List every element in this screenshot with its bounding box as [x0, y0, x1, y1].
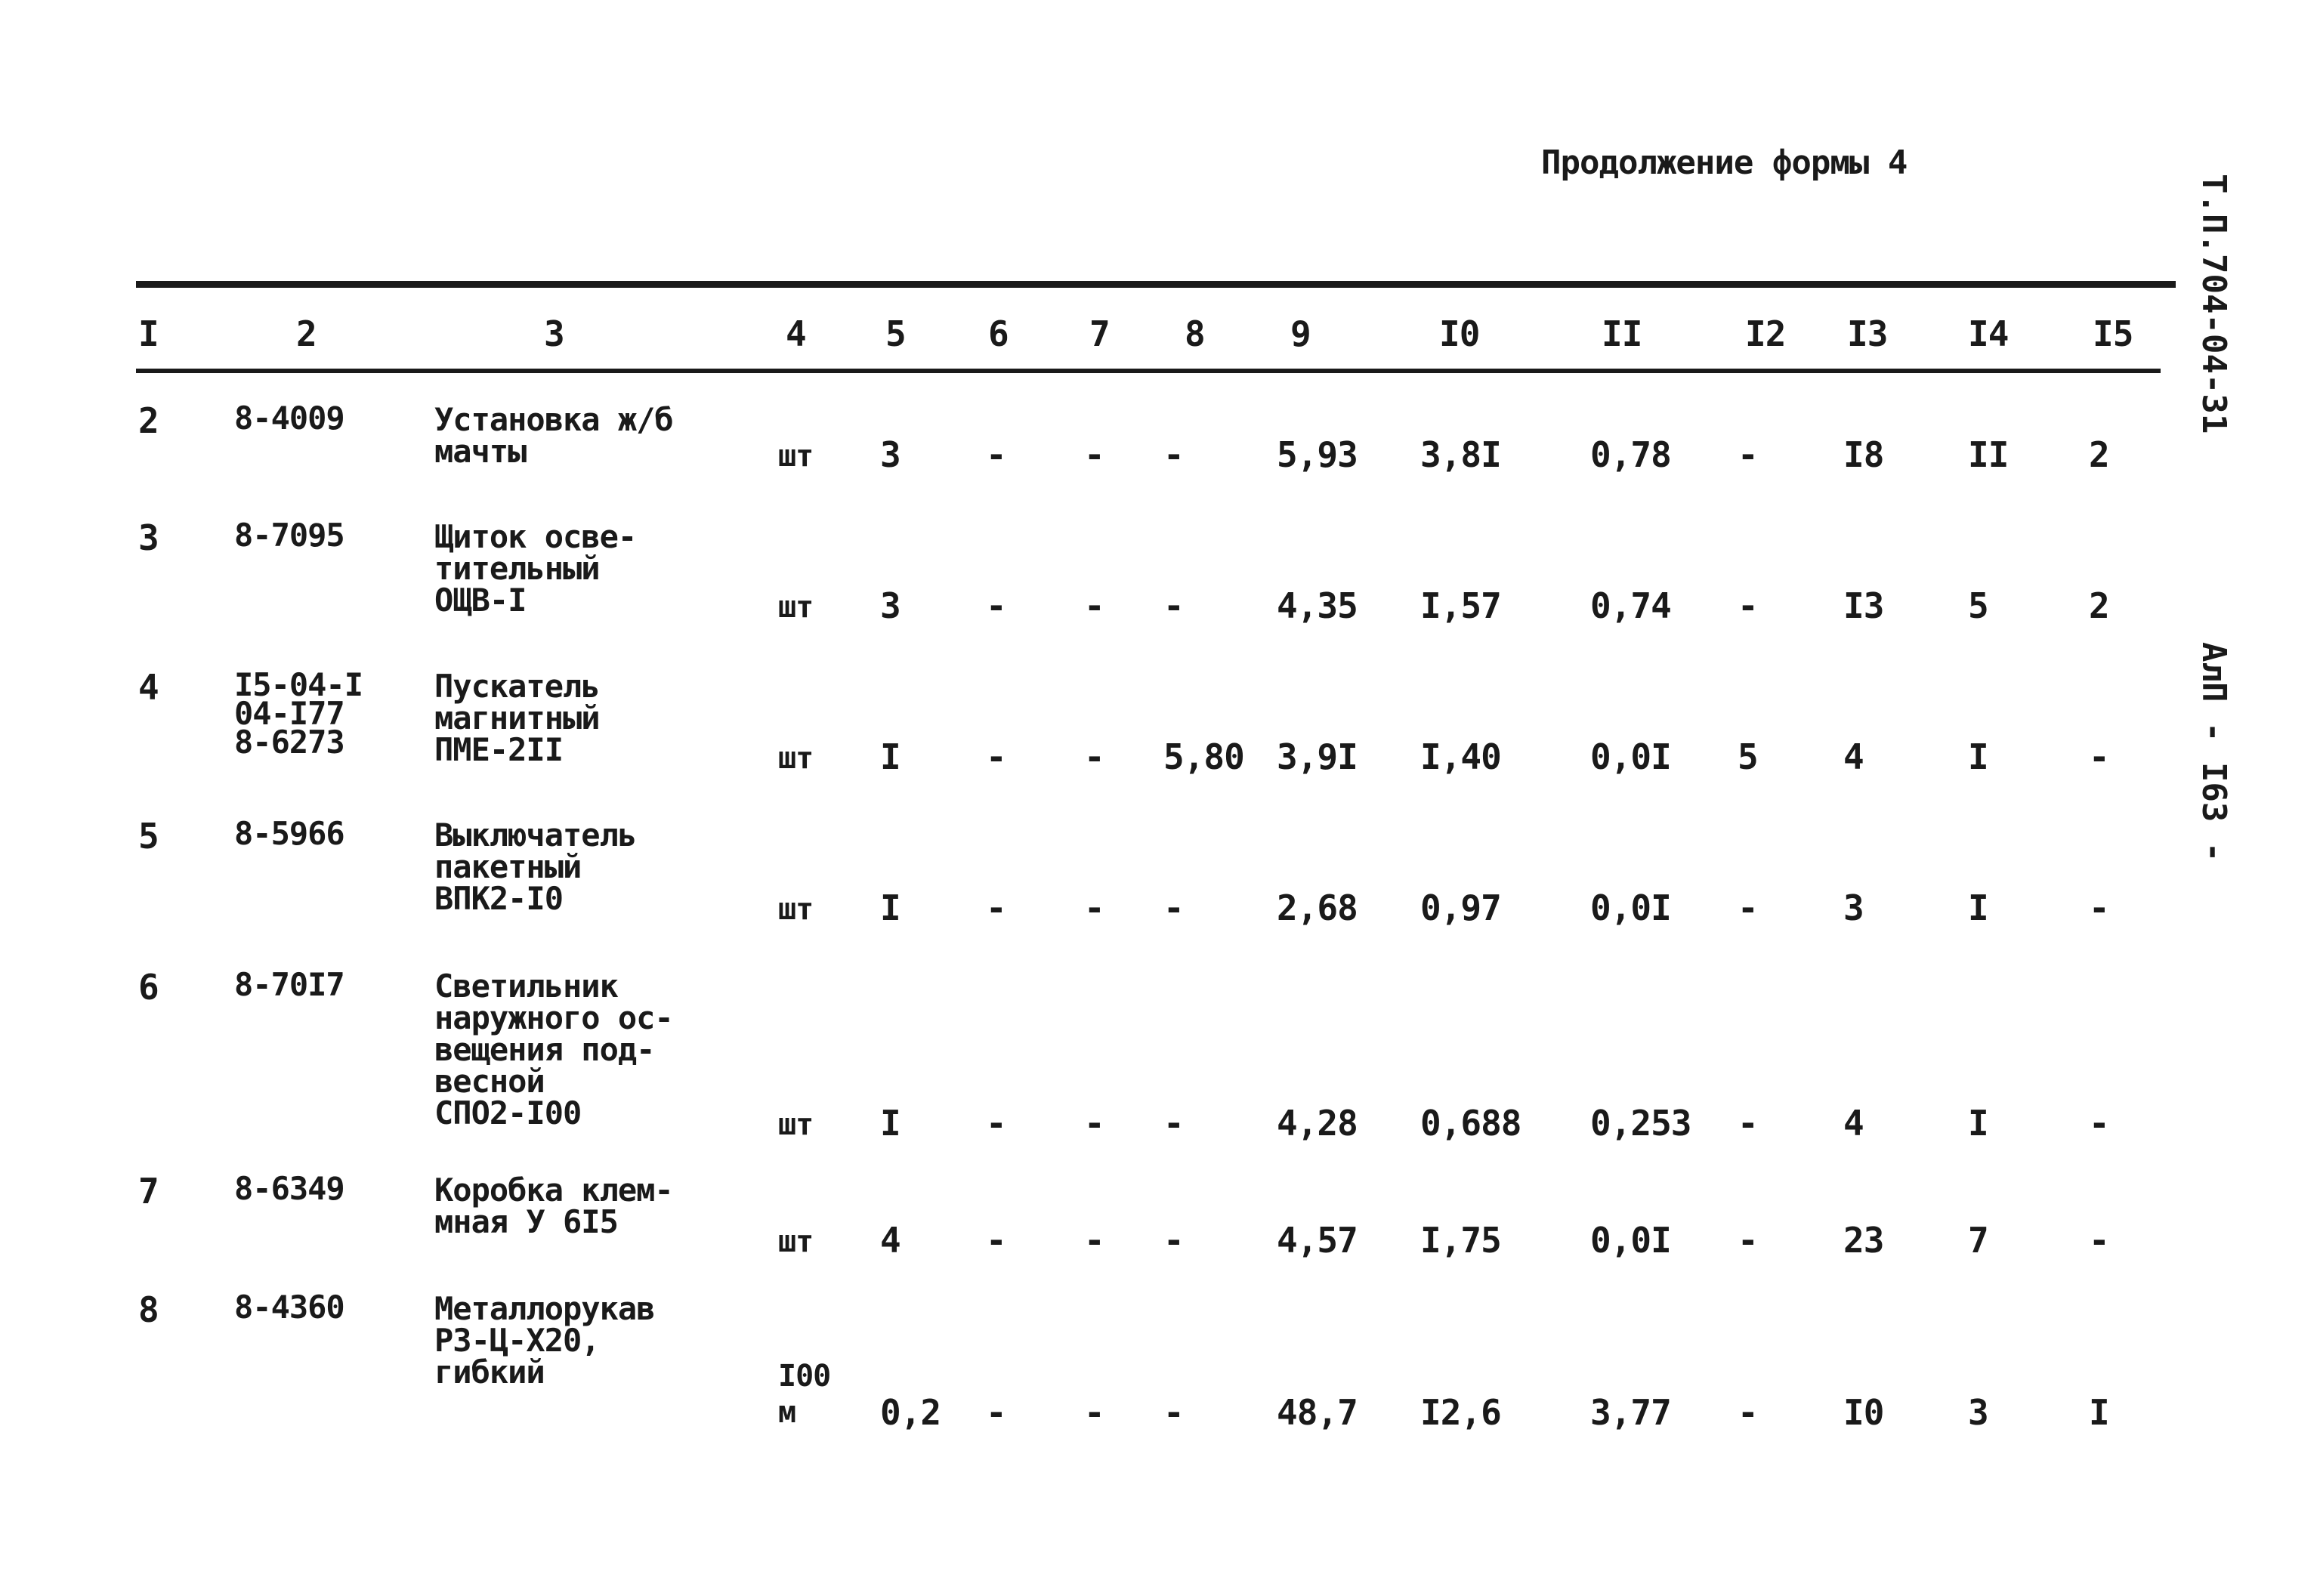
- row-name: Щиток осве- тительный ОЩВ-I: [434, 518, 637, 619]
- row-value-c15: -: [2089, 1103, 2109, 1144]
- column-header: I3: [1847, 313, 1888, 354]
- row-value-c5: I: [880, 736, 901, 777]
- row-value-c8: 5,80: [1163, 736, 1244, 777]
- row-number: 4: [138, 667, 159, 708]
- row-value-c7: -: [1084, 888, 1104, 928]
- row-value-c11: 0,0I: [1590, 888, 1671, 928]
- row-value-c15: I: [2089, 1392, 2109, 1433]
- table-top-rule: [136, 281, 2176, 288]
- row-value-c7: -: [1084, 434, 1104, 475]
- row-unit: шт: [778, 439, 814, 474]
- row-value-c9: 4,57: [1277, 1220, 1358, 1261]
- row-value-c5: I: [880, 1103, 901, 1144]
- row-value-c8: -: [1163, 1392, 1184, 1433]
- row-value-c7: -: [1084, 1220, 1104, 1261]
- row-value-c13: 4: [1843, 736, 1864, 777]
- row-value-c8: -: [1163, 888, 1184, 928]
- row-value-c10: 0,688: [1420, 1103, 1521, 1144]
- row-value-c7: -: [1084, 585, 1104, 626]
- row-value-c15: -: [2089, 1220, 2109, 1261]
- row-number: 7: [138, 1171, 159, 1212]
- column-header: 5: [885, 313, 906, 354]
- row-value-c9: 48,7: [1277, 1392, 1358, 1433]
- document-code: Т.П.704-04-31: [2195, 174, 2233, 434]
- row-value-c14: II: [1968, 434, 2009, 475]
- row-unit: шт: [778, 1224, 814, 1259]
- row-value-c15: 2: [2089, 585, 2109, 626]
- row-code: 8-6349: [234, 1170, 344, 1207]
- row-code: I5-04-I 04-I77 8-6273: [234, 666, 363, 761]
- column-header: I0: [1439, 313, 1480, 354]
- row-value-c8: -: [1163, 585, 1184, 626]
- row-value-c12: -: [1738, 1392, 1758, 1433]
- row-value-c5: 3: [880, 434, 901, 475]
- row-unit: шт: [778, 892, 814, 927]
- row-value-c5: 0,2: [880, 1392, 941, 1433]
- row-value-c12: 5: [1738, 736, 1758, 777]
- sheet-number: АлП - I63 -: [2195, 642, 2233, 863]
- row-value-c9: 2,68: [1277, 888, 1358, 928]
- row-value-c10: I,75: [1420, 1220, 1501, 1261]
- row-value-c6: -: [986, 1103, 1006, 1144]
- column-header: 4: [786, 313, 806, 354]
- row-value-c13: I0: [1843, 1392, 1884, 1433]
- row-value-c6: -: [986, 736, 1006, 777]
- row-value-c15: -: [2089, 888, 2109, 928]
- row-code: 8-7095: [234, 517, 344, 554]
- row-value-c14: 5: [1968, 585, 1988, 626]
- row-value-c10: 3,8I: [1420, 434, 1501, 475]
- column-header: I: [138, 313, 159, 354]
- column-header: 7: [1089, 313, 1110, 354]
- row-value-c8: -: [1163, 1220, 1184, 1261]
- table-header-rule: [136, 369, 2161, 373]
- row-value-c11: 0,253: [1590, 1103, 1691, 1144]
- row-value-c9: 5,93: [1277, 434, 1358, 475]
- row-name: Установка ж/б мачты: [434, 401, 673, 470]
- row-value-c12: -: [1738, 434, 1758, 475]
- row-value-c7: -: [1084, 1392, 1104, 1433]
- row-number: 3: [138, 517, 159, 558]
- row-value-c11: 3,77: [1590, 1392, 1671, 1433]
- row-code: 8-5966: [234, 815, 344, 852]
- row-name: Коробка клем- мная У 6I5: [434, 1172, 673, 1240]
- row-value-c9: 4,35: [1277, 585, 1358, 626]
- row-value-c13: I3: [1843, 585, 1884, 626]
- row-value-c5: 4: [880, 1220, 901, 1261]
- row-value-c11: 0,0I: [1590, 736, 1671, 777]
- row-value-c9: 3,9I: [1277, 736, 1358, 777]
- column-header: I5: [2093, 313, 2133, 354]
- row-value-c12: -: [1738, 585, 1758, 626]
- row-value-c13: 3: [1843, 888, 1864, 928]
- row-value-c12: -: [1738, 888, 1758, 928]
- column-header: 9: [1290, 313, 1311, 354]
- row-number: 5: [138, 816, 159, 857]
- row-value-c15: 2: [2089, 434, 2109, 475]
- row-value-c11: 0,78: [1590, 434, 1671, 475]
- row-number: 8: [138, 1289, 159, 1330]
- column-header: II: [1602, 313, 1642, 354]
- row-value-c5: 3: [880, 585, 901, 626]
- row-unit: шт: [778, 1107, 814, 1142]
- row-value-c5: I: [880, 888, 901, 928]
- row-number: 6: [138, 967, 159, 1008]
- row-value-c11: 0,0I: [1590, 1220, 1671, 1261]
- row-name: Светильник наружного ос- вещения под- весной СПО2-I00: [434, 968, 673, 1131]
- column-header: 2: [296, 313, 317, 354]
- column-header: I2: [1745, 313, 1786, 354]
- row-value-c10: I,57: [1420, 585, 1501, 626]
- row-value-c8: -: [1163, 1103, 1184, 1144]
- row-unit: шт: [778, 741, 814, 776]
- row-value-c10: I2,6: [1420, 1392, 1501, 1433]
- row-value-c14: I: [1968, 736, 1988, 777]
- row-code: 8-4360: [234, 1289, 344, 1326]
- row-code: 8-4009: [234, 400, 344, 437]
- row-value-c14: 7: [1968, 1220, 1988, 1261]
- column-header: 6: [988, 313, 1009, 354]
- row-value-c10: I,40: [1420, 736, 1501, 777]
- continuation-title: Продолжение формы 4: [1541, 144, 1908, 182]
- row-unit: шт: [778, 590, 814, 625]
- column-header: 3: [544, 313, 564, 354]
- row-code: 8-70I7: [234, 966, 344, 1003]
- row-name: Пускатель магнитный ПМЕ-2II: [434, 668, 600, 768]
- row-value-c12: -: [1738, 1103, 1758, 1144]
- row-value-c13: 4: [1843, 1103, 1864, 1144]
- row-value-c15: -: [2089, 736, 2109, 777]
- column-header: I4: [1968, 313, 2009, 354]
- row-value-c8: -: [1163, 434, 1184, 475]
- row-value-c7: -: [1084, 1103, 1104, 1144]
- row-value-c14: I: [1968, 1103, 1988, 1144]
- row-value-c14: 3: [1968, 1392, 1988, 1433]
- row-value-c11: 0,74: [1590, 585, 1671, 626]
- row-value-c12: -: [1738, 1220, 1758, 1261]
- row-value-c6: -: [986, 434, 1006, 475]
- row-value-c7: -: [1084, 736, 1104, 777]
- row-value-c6: -: [986, 585, 1006, 626]
- column-header: 8: [1185, 313, 1205, 354]
- row-value-c14: I: [1968, 888, 1988, 928]
- row-value-c6: -: [986, 1220, 1006, 1261]
- row-value-c6: -: [986, 888, 1006, 928]
- row-name: Металлорукав РЗ-Ц-Х20, гибкий: [434, 1290, 655, 1391]
- row-value-c6: -: [986, 1392, 1006, 1433]
- row-number: 2: [138, 400, 159, 441]
- row-name: Выключатель пакетный ВПК2-I0: [434, 817, 637, 917]
- row-unit: I00 м: [778, 1359, 831, 1430]
- row-value-c9: 4,28: [1277, 1103, 1358, 1144]
- row-value-c13: 23: [1843, 1220, 1884, 1261]
- row-value-c13: I8: [1843, 434, 1884, 475]
- row-value-c10: 0,97: [1420, 888, 1501, 928]
